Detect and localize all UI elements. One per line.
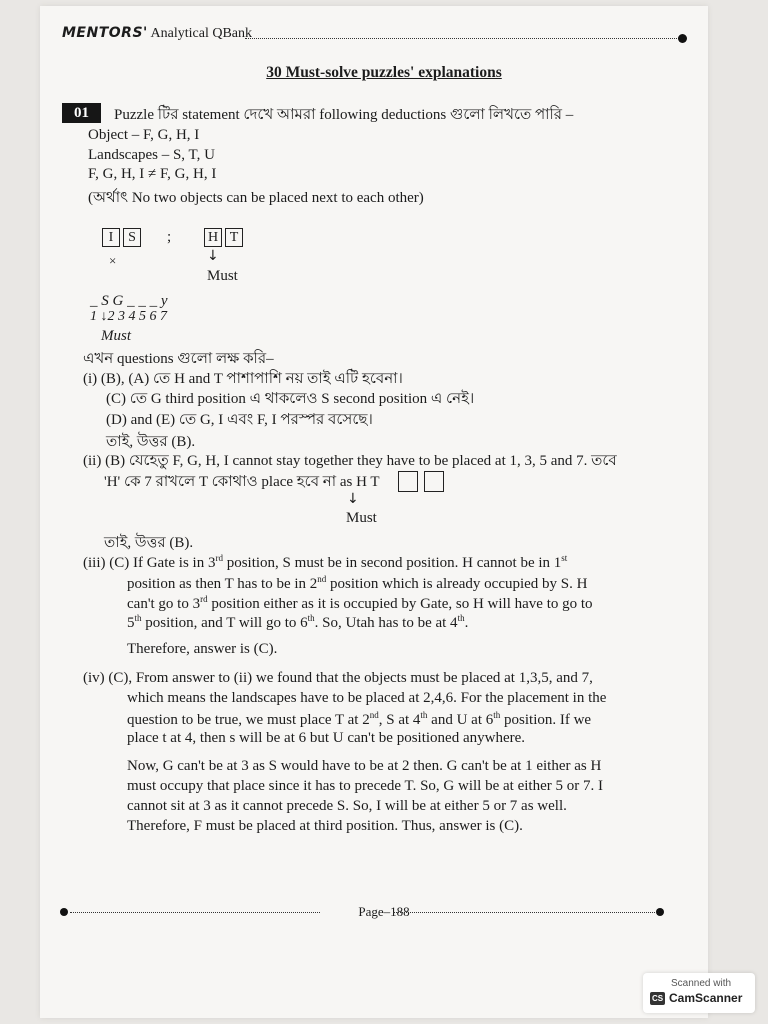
footer-divider-right bbox=[393, 912, 655, 913]
must-label: Must bbox=[207, 268, 238, 284]
watermark-caption: Scanned with bbox=[671, 978, 732, 989]
slots-numbers: 1 ↓2 3 4 5 6 7 bbox=[90, 309, 167, 324]
questions-prompt: এখন questions গুলো লক্ষ করি– bbox=[83, 351, 274, 367]
brand-name: MENTORS' bbox=[62, 25, 148, 41]
empty-slot-box bbox=[424, 471, 444, 492]
answer-iv-line4: place t at 4, then s will be at 6 but U can't be positioned anywhere. bbox=[127, 730, 526, 746]
answer-iii-line2: position as then T has to be in 2nd position which is already occupied by S. H bbox=[127, 574, 588, 592]
fact-inequality: F, G, H, I ≠ F, G, H, I bbox=[88, 166, 217, 182]
empty-slot-box bbox=[398, 471, 418, 492]
answer-i-result: তাই, উত্তর (B). bbox=[106, 434, 196, 450]
ii-must-arrow-icon: ↓ bbox=[347, 491, 359, 507]
cross-mark: × bbox=[109, 253, 117, 268]
fact-note: (অর্থাৎ No two objects can be placed next to each other) bbox=[88, 190, 424, 206]
pair-is bbox=[102, 228, 144, 247]
question-number-badge: 01 bbox=[62, 103, 101, 123]
answer-ii-line1: (ii) (B) যেহেতু F, G, H, I cannot stay together they have to be placed at 1, 3, 5 and 7. তবে bbox=[83, 453, 617, 469]
answer-i-line3: (D) and (E) তে G, I এবং F, I পরস্পর বসেছে। bbox=[106, 412, 373, 428]
ii-must-label: Must bbox=[346, 510, 377, 526]
slots-must-label: Must bbox=[101, 328, 131, 344]
must-arrow-icon: ↓ bbox=[207, 248, 219, 264]
answer-i-line1: (i) (B), (A) তে H and T পাশাপাশি নয় তাই এটি হবেনা। bbox=[83, 371, 403, 387]
answer-iv-line6: must occupy that place since it has to precede T. So, G will be at either 5 or 7. I bbox=[127, 778, 603, 794]
page-title: 30 Must-solve puzzles' explanations bbox=[266, 64, 502, 81]
box-i: I bbox=[102, 228, 120, 247]
answer-iii-line3: can't go to 3rd position either as it is occupied by Gate, so H will have to go to bbox=[127, 594, 593, 612]
header-bullet bbox=[678, 34, 687, 43]
header-brand bbox=[62, 25, 252, 42]
camscanner-watermark bbox=[643, 973, 755, 1013]
answer-iii-line4: 5th position, and T will go to 6th. So, Utah has to be at 4th. bbox=[127, 613, 469, 631]
header-divider bbox=[245, 38, 681, 39]
answer-iv-line1: (iv) (C), From answer to (ii) we found that the objects must be placed at 1,3,5, and 7, bbox=[83, 670, 593, 686]
page-number: Page–188 bbox=[358, 904, 410, 919]
slots-line: _ S G _ _ _ y bbox=[90, 293, 168, 309]
box-h: H bbox=[204, 228, 222, 247]
box-t: T bbox=[225, 228, 243, 247]
fact-objects: Object – F, G, H, I bbox=[88, 127, 200, 143]
box-s: S bbox=[123, 228, 141, 247]
brand-subtitle: Analytical QBank bbox=[147, 26, 253, 41]
answer-ii-result: তাই, উত্তর (B). bbox=[104, 535, 194, 551]
pair-separator: ; bbox=[167, 229, 172, 245]
answer-iv-line7: cannot sit at 3 as it cannot precede S. So, I will be at either 5 or 7 as well. bbox=[127, 798, 567, 814]
fact-landscapes: Landscapes – S, T, U bbox=[88, 147, 215, 163]
answer-iv-line2: which means the landscapes have to be placed at 2,4,6. For the placement in the bbox=[127, 690, 607, 706]
answer-iii-result: Therefore, answer is (C). bbox=[127, 641, 278, 657]
camscanner-logo-icon: CS bbox=[651, 994, 664, 1003]
answer-i-line2: (C) তে G third position এ থাকলেও S second position এ নেই। bbox=[106, 391, 475, 407]
answer-iii-line1: (iii) (C) If Gate is in 3rd position, S must be in second position. H cannot be in 1st bbox=[83, 553, 568, 571]
answer-ii-line2: 'H' কে 7 রাখলে T কোথাও place হবে না as H T bbox=[104, 474, 380, 490]
pair-ht bbox=[204, 228, 246, 247]
intro-text: Puzzle টির statement দেখে আমরা following deductions গুলো লিখতে পারি – bbox=[114, 107, 574, 123]
watermark-app-name: CamScanner bbox=[669, 991, 743, 1005]
answer-iv-line3: question to be true, we must place T at 2nd, S at 4th and U at 6th position. If we bbox=[127, 710, 592, 728]
answer-iv-line5: Now, G can't be at 3 as S would have to be at 2 then. G can't be at 1 either as H bbox=[127, 758, 602, 774]
answer-iv-line8: Therefore, F must be placed at third position. Thus, answer is (C). bbox=[127, 818, 523, 834]
footer-bullet-right bbox=[656, 908, 664, 916]
